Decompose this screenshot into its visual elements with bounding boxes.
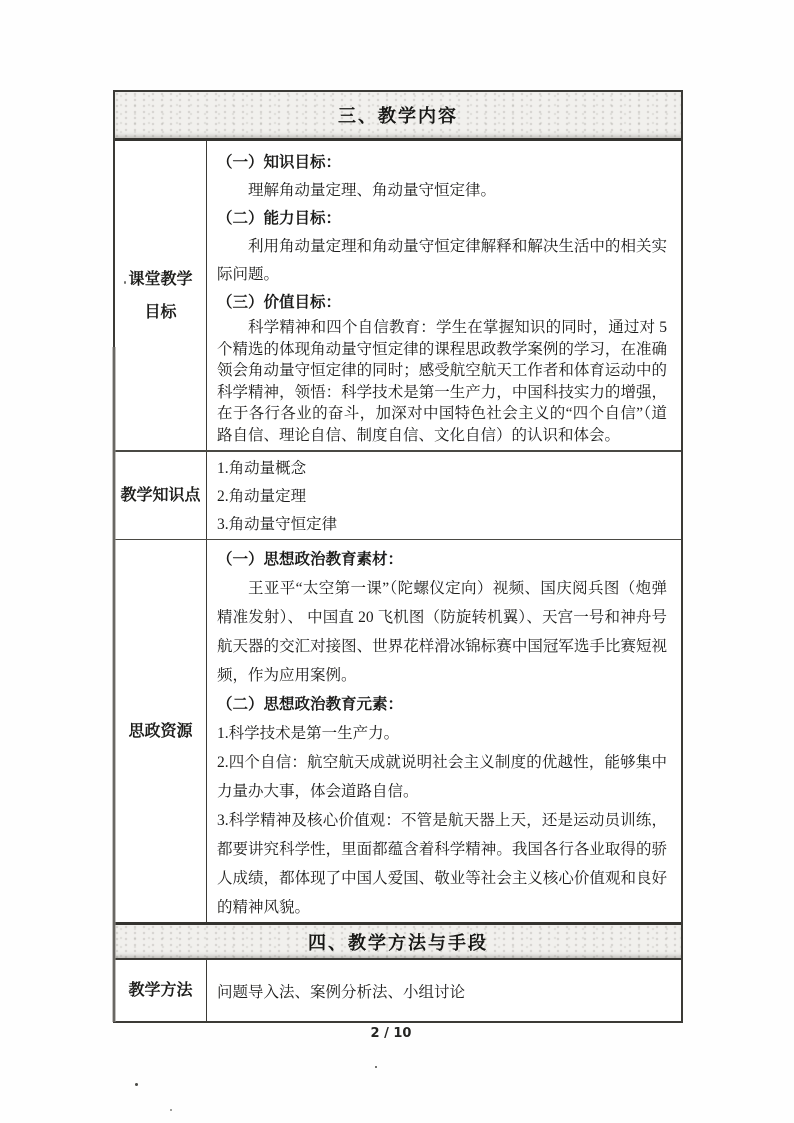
scan-speck: [375, 1066, 377, 1068]
ideological-element-item: 1.科学技术是第一生产力。: [217, 725, 400, 742]
row-classroom-goals: [115, 141, 681, 450]
teaching-methods-content: [207, 960, 681, 1021]
section3-title: 三、教学内容: [338, 106, 458, 126]
row-ideological-resources: [115, 539, 681, 922]
ideological-materials-text: 王亚平“太空第一课”（陀螺仪定向）视频、国庆阅兵图（炮弹精准发射）、 中国直 20 飞机图（防旋转机翼）、天宫一号和神舟号航天器的交汇对接图、世界花样滑冰锦标赛中国冠军选手比赛短视频，作为应用案例。: [217, 580, 667, 684]
section4-header: [115, 922, 681, 960]
ideological-elements-heading: （二）思想政治教育元素：: [217, 696, 404, 713]
teaching-methods-value: 问题导入法、案例分析法、小组讨论: [217, 983, 466, 1001]
knowledge-point-item: 3.角动量守恒定律: [217, 516, 338, 533]
section3-header: [115, 92, 681, 141]
ideological-resources-content: [207, 540, 681, 922]
ideological-element-item: 3.科学精神及核心价值观：不管是航天器上天，还是运动员训练，都要讲究科学性，里面都蕴含着科学精神。我国各行各业取得的骄人成绩，都体现了中国人爱国、敬业等社会主义核心价值观和良好的精神风貌。: [217, 812, 667, 916]
ideological-resources-label: [115, 540, 207, 922]
knowledge-points-label-text: 教学知识点: [120, 487, 201, 504]
teaching-plan-table: [113, 90, 683, 1023]
goals-content: [207, 141, 681, 450]
row-teaching-methods: [115, 960, 681, 1021]
page-number: 2 / 10: [370, 1026, 412, 1041]
goals-label-line1: 课堂教学: [128, 270, 193, 288]
knowledge-goal-heading: （一）知识目标：: [217, 154, 342, 171]
row-knowledge-points: [115, 450, 681, 539]
knowledge-points-content: [207, 452, 681, 539]
scan-speck: [170, 1109, 172, 1111]
teaching-methods-label-text: 教学方法: [128, 982, 193, 999]
knowledge-point-item: 1.角动量概念: [217, 460, 307, 477]
knowledge-point-item: 2.角动量定理: [217, 488, 307, 505]
section4-title: 四、教学方法与手段: [308, 932, 488, 953]
teaching-methods-label: [115, 960, 207, 1021]
goals-label: [115, 141, 207, 450]
ideological-resources-label-text: 思政资源: [128, 722, 193, 740]
scan-artifact-line: [112, 347, 116, 1022]
ability-goal-text: 利用角动量定理和角动量守恒定律解释和解决生活中的相关实际问题。: [217, 238, 667, 283]
value-goal-text: 科学精神和四个自信教育：学生在掌握知识的同时，通过对 5 个精选的体现角动量守恒定律的课程思政教学案例的学习，在准确领会角动量守恒定律的同时；感受航空航天工作者和体育运动中的科学精神，领悟：科学技术是第一生产力，中国科技实力的增强，在于各行各业的奋斗，加深对中国特色社会主义的“四个自信”（道路自信、理论自信、制度自信、文化自信）的认识和体会。: [217, 319, 667, 444]
value-goal-heading: （三）价值目标：: [217, 294, 342, 311]
scan-speck: [124, 281, 126, 284]
knowledge-goal-text: 理解角动量定理、角动量守恒定律。: [248, 182, 497, 199]
ability-goal-heading: （二）能力目标：: [217, 210, 342, 227]
knowledge-points-label: [115, 452, 207, 539]
ideological-element-item: 2.四个自信：航空航天成就说明社会主义制度的优越性，能够集中力量办大事，体会道路自信。: [217, 754, 667, 800]
goals-label-line2: 目标: [144, 303, 177, 321]
scan-speck: [135, 1083, 138, 1086]
ideological-materials-heading: （一）思想政治教育素材：: [217, 551, 404, 568]
